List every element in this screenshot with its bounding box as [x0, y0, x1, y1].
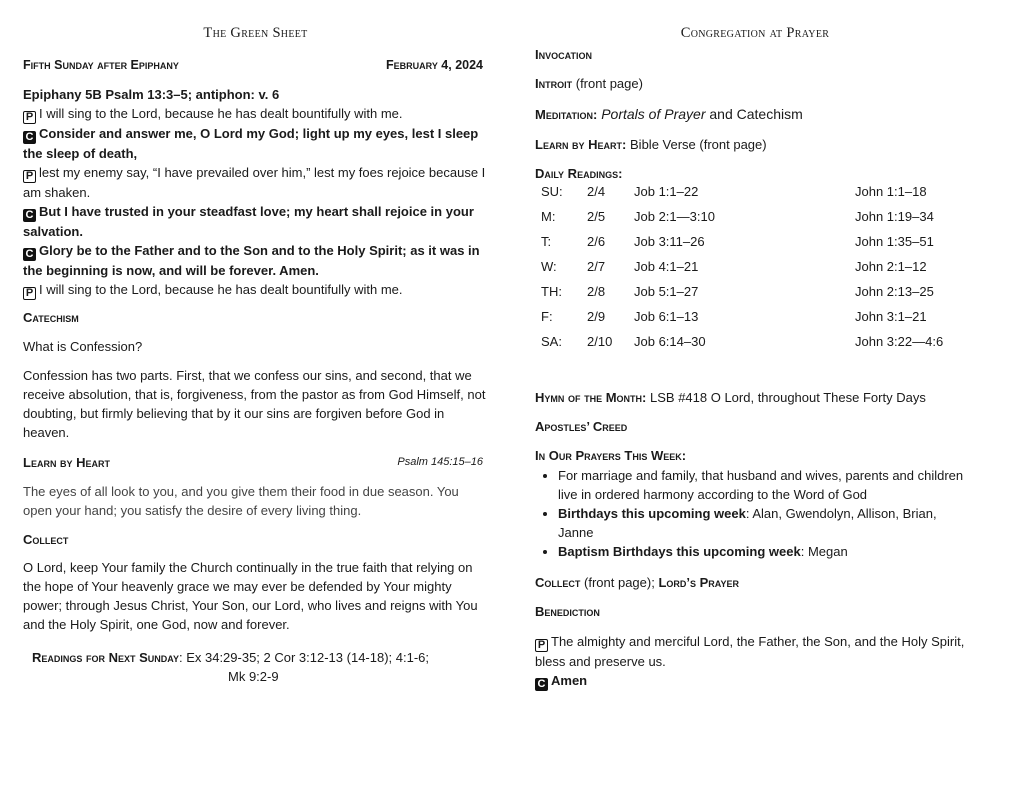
daily-readings-table — [541, 179, 975, 354]
introit-note: (front page) — [575, 76, 643, 91]
learn-by-heart-value: Bible Verse (front page) — [630, 137, 767, 152]
next-readings-line1: Ex 34:29-35; 2 Cor 3:12-13 (14-18); 4:1-6; — [186, 650, 430, 665]
reading-ot: Job 6:1–13 — [634, 309, 699, 324]
congregation-symbol-icon: C — [23, 209, 36, 222]
learn-by-heart-label: Learn by Heart: — [535, 137, 627, 152]
prayer-item: • Birthdays this upcoming week: Alan, Gwendolyn, Allison, Brian, Janne — [558, 504, 975, 542]
reading-nt: John 3:1–21 — [855, 309, 927, 324]
pastor-symbol-icon: P — [535, 639, 548, 652]
collect-heading: Collect — [23, 532, 69, 547]
congregation-symbol-icon: C — [23, 131, 36, 144]
reading-date: 2/8 — [587, 284, 606, 299]
reading-row — [541, 304, 975, 329]
psalm-verse: P lest my enemy say, “I have prevailed over him,” lest my foes rejoice because I am shaken. — [23, 165, 486, 200]
page-title-right: Congregation at Prayer — [680, 25, 830, 41]
reading-day: SA: — [541, 334, 562, 349]
reading-nt: John 1:1–18 — [855, 184, 927, 199]
reading-row — [541, 179, 975, 204]
psalm-verse: C Consider and answer me, O Lord my God; light up my eyes, lest I sleep the sleep of death, — [23, 126, 479, 161]
psalm-verse: P I will sing to the Lord, because he has dealt bountifully with me. — [23, 280, 488, 300]
invocation-heading: Invocation — [535, 47, 592, 62]
benediction-heading: Benediction — [535, 604, 600, 619]
reading-day: W: — [541, 259, 557, 274]
psalm-heading: Epiphany 5B Psalm 13:3–5; antiphon: v. 6 — [23, 87, 280, 102]
hymn-label: Hymn of the Month: — [535, 390, 647, 405]
reading-day: SU: — [541, 184, 563, 199]
hymn-line — [535, 390, 926, 405]
next-readings: Readings for Next Sunday: Ex 34:29-35; 2 Cor 3:12-13 (14-18); 4:1-6; — [32, 650, 430, 665]
learn-text: The eyes of all look to you, and you give them their food in due season. You open your hand; you satisfy the desire of every living thing. — [23, 484, 459, 518]
collect-text: O Lord, keep Your family the Church continually in the true faith that relying on the hope of Your heavenly grace we may ever be defended by Your mighty power; through Jesus Christ, Your Son, our Lord, who lives and reigns with You and the Holy Spirit, one God, now and forever. — [23, 560, 478, 632]
introit-line — [535, 76, 643, 91]
meditation-rest: and Catechism — [709, 106, 803, 122]
reading-nt: John 1:19–34 — [855, 209, 934, 224]
reading-ot: Job 4:1–21 — [634, 259, 699, 274]
reading-row — [541, 254, 975, 279]
page-title-left: The Green Sheet — [203, 25, 308, 41]
reading-row — [541, 229, 975, 254]
psalm-verse: C Glory be to the Father and to the Son and to the Holy Spirit; as it was in the beginning is now, and will be forever. Amen. — [23, 243, 480, 278]
reading-date: 2/10 — [587, 334, 613, 349]
catechism-heading: Catechism — [23, 310, 79, 325]
reading-day: F: — [541, 309, 553, 324]
reading-date: 2/4 — [587, 184, 606, 199]
reading-day: T: — [541, 234, 552, 249]
pastor-symbol-icon: P — [23, 111, 36, 124]
reading-date: 2/6 — [587, 234, 606, 249]
meditation-book: Portals of Prayer — [601, 106, 706, 122]
reading-ot: Job 1:1–22 — [634, 184, 699, 199]
learn-by-heart-line — [535, 137, 767, 152]
meditation-line — [535, 106, 803, 122]
psalm-verse: P I will sing to the Lord, because he has dealt bountifully with me. — [23, 104, 488, 124]
reading-nt: John 2:1–12 — [855, 259, 927, 274]
pastor-symbol-icon: P — [23, 170, 36, 183]
reading-nt: John 3:22—4:6 — [855, 334, 944, 349]
reading-ot: Job 3:11–26 — [634, 234, 705, 249]
benediction-text: P The almighty and merciful Lord, the Father, the Son, and the Holy Spirit, bless and preserve us. C Amen — [535, 634, 965, 690]
reading-row — [541, 329, 975, 354]
reading-ot: Job 2:1—3:10 — [634, 209, 715, 224]
prayer-item: • For marriage and family, that husband and wives, parents and children live in ordered harmony according to the Word of God — [558, 466, 975, 504]
prayers-list — [535, 466, 975, 561]
reading-nt: John 2:13–25 — [855, 284, 934, 299]
reading-date: 2/9 — [587, 309, 606, 324]
congregation-symbol-icon: C — [535, 678, 548, 691]
learn-reference: Psalm 145:15–16 — [397, 456, 483, 468]
catechism-question: What is Confession? — [23, 339, 143, 354]
lords-prayer-label: Lord’s Prayer — [658, 575, 739, 590]
daily-readings-heading: Daily Readings: — [535, 166, 623, 181]
prayer-item: • Baptism Birthdays this upcoming week: Megan — [558, 542, 975, 561]
hymn-value: LSB #418 O Lord, throughout These Forty Days — [650, 390, 926, 405]
catechism-answer: Confession has two parts. First, that we confess our sins, and second, that we receive absolution, that is, forgiveness, from the pastor as from God Himself, not doubting, but firmly believing that by it our sins are forgiven before God in heaven. — [23, 368, 486, 440]
creed-heading: Apostles’ Creed — [535, 419, 628, 434]
introit-label: Introit — [535, 76, 573, 91]
psalm-text — [23, 104, 488, 300]
reading-row — [541, 279, 975, 304]
reading-day: M: — [541, 209, 556, 224]
reading-ot: Job 5:1–27 — [634, 284, 699, 299]
collect-note: (front page); — [584, 575, 655, 590]
meditation-label: Meditation: — [535, 107, 598, 122]
amen-text: Amen — [551, 673, 588, 688]
pastor-symbol-icon: P — [23, 287, 36, 300]
next-readings-label: Readings for Next Sunday — [32, 650, 179, 665]
congregation-symbol-icon: C — [23, 248, 36, 261]
next-readings-line2: Mk 9:2-9 — [228, 669, 279, 684]
reading-day: TH: — [541, 284, 562, 299]
reading-ot: Job 6:14–30 — [634, 334, 706, 349]
reading-nt: John 1:35–51 — [855, 234, 934, 249]
learn-heading: Learn by Heart — [23, 455, 111, 470]
prayers-heading: In Our Prayers This Week: — [535, 448, 687, 463]
service-date: February 4, 2024 — [386, 58, 483, 72]
reading-date: 2/7 — [587, 259, 606, 274]
reading-row — [541, 204, 975, 229]
psalm-verse: C But I have trusted in your steadfast love; my heart shall rejoice in your salvation. — [23, 204, 474, 239]
collect-line — [535, 575, 739, 590]
collect-label: Collect — [535, 575, 581, 590]
sunday-name: Fifth Sunday after Epiphany — [23, 58, 179, 72]
reading-date: 2/5 — [587, 209, 606, 224]
